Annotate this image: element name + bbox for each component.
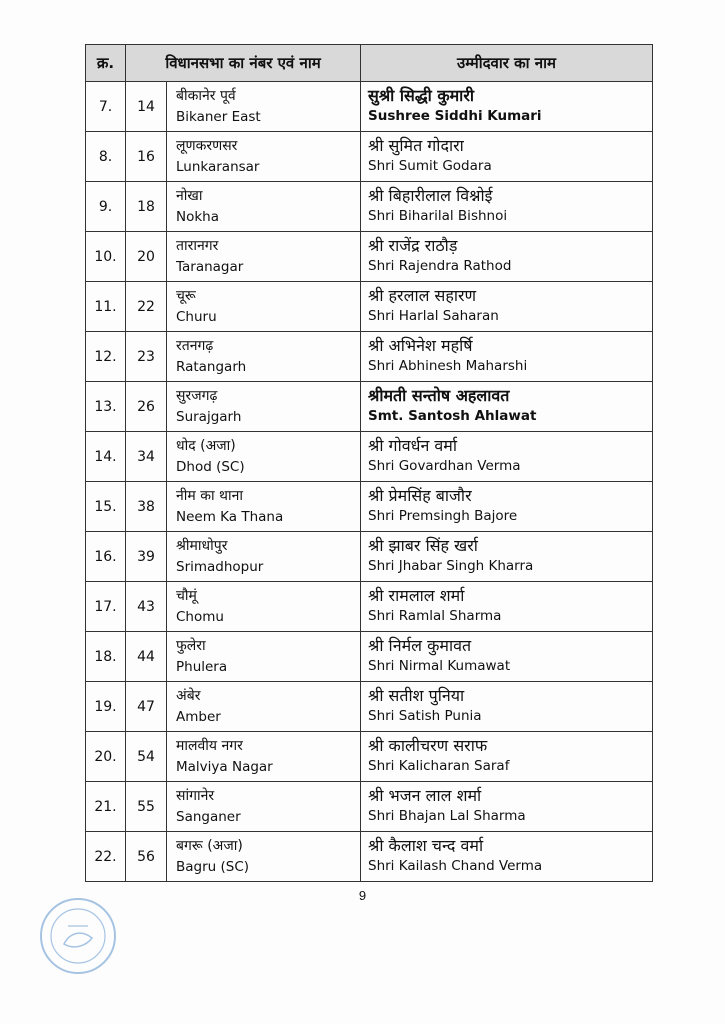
candidate-name-hindi: सुश्री सिद्धी कुमारी <box>368 86 475 105</box>
candidate-name-cell <box>361 632 653 682</box>
table-row <box>86 732 653 782</box>
table-row <box>86 532 653 582</box>
constituency-name-cell <box>167 132 361 182</box>
serial-cell: 13. <box>86 382 126 432</box>
constituency-name-hindi: चूरू <box>176 288 196 304</box>
constituency-name-english: Amber <box>176 709 221 725</box>
constituency-number-cell: 54 <box>126 732 167 782</box>
candidate-name-hindi: श्री झाबर सिंह खर्रा <box>368 536 478 555</box>
candidate-name-cell <box>361 432 653 482</box>
constituency-name-hindi: मालवीय नगर <box>176 738 243 754</box>
constituency-name-cell <box>167 232 361 282</box>
constituency-name-cell <box>167 682 361 732</box>
party-seal-stamp <box>38 896 118 976</box>
constituency-name-english: Srimadhopur <box>176 559 264 575</box>
serial-cell: 18. <box>86 632 126 682</box>
candidate-name-cell <box>361 232 653 282</box>
candidate-name-english: Shri Premsingh Bajore <box>368 508 518 524</box>
candidate-name-hindi: श्री प्रेमसिंह बाजौर <box>368 486 472 505</box>
candidate-name-english: Shri Harlal Saharan <box>368 308 499 324</box>
candidate-name-cell <box>361 832 653 882</box>
serial-cell: 10. <box>86 232 126 282</box>
constituency-name-cell <box>167 632 361 682</box>
constituency-name-english: Bagru (SC) <box>176 859 250 875</box>
constituency-name-hindi: नोखा <box>176 188 203 204</box>
table-row <box>86 432 653 482</box>
candidate-name-hindi: श्री रामलाल शर्मा <box>368 586 465 605</box>
candidate-name-hindi: श्रीमती सन्तोष अहलावत <box>368 386 510 405</box>
constituency-name-hindi: सांगानेर <box>176 788 215 804</box>
serial-cell: 20. <box>86 732 126 782</box>
table-row <box>86 182 653 232</box>
candidate-name-english: Shri Biharilal Bishnoi <box>368 208 508 224</box>
serial-cell: 17. <box>86 582 126 632</box>
constituency-name-hindi: रतनगढ़ <box>176 338 214 354</box>
constituency-name-english: Malviya Nagar <box>176 759 273 775</box>
serial-cell: 9. <box>86 182 126 232</box>
serial-cell: 11. <box>86 282 126 332</box>
candidate-name-english: Smt. Santosh Ahlawat <box>368 408 537 424</box>
constituency-name-hindi: बीकानेर पूर्व <box>176 88 236 104</box>
candidate-name-hindi: श्री अभिनेश महर्षि <box>368 336 473 355</box>
table-row <box>86 82 653 132</box>
constituency-name-hindi: लूणकरणसर <box>176 138 238 154</box>
constituency-name-cell <box>167 82 361 132</box>
constituency-number-cell: 44 <box>126 632 167 682</box>
header-constituency: विधानसभा का नंबर एवं नाम <box>126 45 361 82</box>
constituency-name-english: Chomu <box>176 609 224 625</box>
constituency-number-cell: 23 <box>126 332 167 382</box>
candidate-name-cell <box>361 732 653 782</box>
candidate-name-hindi: श्री कालीचरण सराफ <box>368 736 488 755</box>
candidate-name-english: Shri Kailash Chand Verma <box>368 858 543 874</box>
serial-cell: 22. <box>86 832 126 882</box>
candidate-name-cell <box>361 82 653 132</box>
table-row <box>86 232 653 282</box>
constituency-number-cell: 43 <box>126 582 167 632</box>
serial-cell: 14. <box>86 432 126 482</box>
table-row <box>86 632 653 682</box>
constituency-name-hindi: फुलेरा <box>176 638 206 654</box>
constituency-name-cell <box>167 432 361 482</box>
constituency-number-cell: 34 <box>126 432 167 482</box>
constituency-name-hindi: नीम का थाना <box>176 488 244 504</box>
table-row <box>86 382 653 432</box>
table-row <box>86 582 653 632</box>
constituency-number-cell: 56 <box>126 832 167 882</box>
constituency-name-english: Churu <box>176 309 217 325</box>
constituency-name-cell <box>167 282 361 332</box>
candidate-name-cell <box>361 482 653 532</box>
constituency-name-english: Dhod (SC) <box>176 459 245 475</box>
candidate-name-english: Shri Kalicharan Saraf <box>368 758 510 774</box>
table-row <box>86 132 653 182</box>
candidate-name-hindi: श्री बिहारीलाल विश्नोई <box>368 186 493 205</box>
constituency-name-english: Neem Ka Thana <box>176 509 284 525</box>
serial-cell: 21. <box>86 782 126 832</box>
constituency-name-english: Nokha <box>176 209 220 225</box>
candidate-name-hindi: श्री हरलाल सहारण <box>368 286 477 305</box>
constituency-name-cell <box>167 332 361 382</box>
constituency-name-english: Surajgarh <box>176 409 242 425</box>
table-row <box>86 832 653 882</box>
constituency-name-cell <box>167 782 361 832</box>
candidate-name-english: Shri Sumit Godara <box>368 158 492 174</box>
serial-cell: 15. <box>86 482 126 532</box>
constituency-name-english: Bikaner East <box>176 109 261 125</box>
table-row <box>86 682 653 732</box>
table-row <box>86 482 653 532</box>
candidate-name-cell <box>361 332 653 382</box>
candidate-name-hindi: श्री निर्मल कुमावत <box>368 636 472 655</box>
constituency-name-english: Ratangarh <box>176 359 247 375</box>
constituency-name-cell <box>167 182 361 232</box>
constituency-name-english: Phulera <box>176 659 228 675</box>
candidate-name-hindi: श्री सुमित गोदारा <box>368 136 464 155</box>
page-number: 9 <box>358 888 367 903</box>
candidate-name-cell <box>361 182 653 232</box>
candidate-name-cell <box>361 382 653 432</box>
header-serial: क्र. <box>86 45 126 82</box>
constituency-name-cell <box>167 532 361 582</box>
constituency-name-cell <box>167 732 361 782</box>
constituency-number-cell: 20 <box>126 232 167 282</box>
candidate-name-english: Shri Bhajan Lal Sharma <box>368 808 526 824</box>
table-row <box>86 332 653 382</box>
serial-cell: 16. <box>86 532 126 582</box>
candidate-name-english: Shri Jhabar Singh Kharra <box>368 558 534 574</box>
constituency-name-cell <box>167 482 361 532</box>
serial-cell: 7. <box>86 82 126 132</box>
constituency-name-english: Lunkaransar <box>176 159 260 175</box>
constituency-name-hindi: चौमूं <box>176 588 197 604</box>
candidate-name-hindi: श्री सतीश पुनिया <box>368 686 465 705</box>
candidate-name-cell <box>361 582 653 632</box>
candidate-name-english: Shri Ramlal Sharma <box>368 608 502 624</box>
constituency-name-hindi: श्रीमाधोपुर <box>176 538 228 554</box>
table-row <box>86 782 653 832</box>
constituency-number-cell: 16 <box>126 132 167 182</box>
constituency-number-cell: 18 <box>126 182 167 232</box>
constituency-name-hindi: सुरजगढ़ <box>176 388 218 404</box>
candidate-name-cell <box>361 682 653 732</box>
constituency-number-cell: 55 <box>126 782 167 832</box>
constituency-number-cell: 47 <box>126 682 167 732</box>
candidate-name-english: Shri Satish Punia <box>368 708 482 724</box>
candidate-list-table <box>85 44 653 882</box>
candidate-name-english: Shri Abhinesh Maharshi <box>368 358 528 374</box>
candidate-name-hindi: श्री गोवर्धन वर्मा <box>368 436 458 455</box>
serial-cell: 12. <box>86 332 126 382</box>
constituency-number-cell: 39 <box>126 532 167 582</box>
constituency-name-cell <box>167 382 361 432</box>
candidate-name-cell <box>361 532 653 582</box>
candidate-name-english: Sushree Siddhi Kumari <box>368 108 542 124</box>
constituency-name-hindi: तारानगर <box>176 238 219 254</box>
header-candidate: उम्मीदवार का नाम <box>361 45 653 82</box>
constituency-name-hindi: अंबेर <box>176 688 201 704</box>
candidate-name-english: Shri Rajendra Rathod <box>368 258 512 274</box>
candidate-name-cell <box>361 782 653 832</box>
serial-cell: 19. <box>86 682 126 732</box>
constituency-number-cell: 26 <box>126 382 167 432</box>
candidate-name-english: Shri Govardhan Verma <box>368 458 521 474</box>
table-row <box>86 282 653 332</box>
candidate-name-cell <box>361 282 653 332</box>
constituency-number-cell: 22 <box>126 282 167 332</box>
candidate-name-english: Shri Nirmal Kumawat <box>368 658 511 674</box>
candidate-name-hindi: श्री राजेंद्र राठौड़ <box>368 236 458 255</box>
constituency-name-cell <box>167 832 361 882</box>
candidate-name-cell <box>361 132 653 182</box>
constituency-name-english: Taranagar <box>176 259 244 275</box>
constituency-number-cell: 38 <box>126 482 167 532</box>
serial-cell: 8. <box>86 132 126 182</box>
constituency-name-english: Sanganer <box>176 809 241 825</box>
candidate-name-hindi: श्री कैलाश चन्द वर्मा <box>368 836 484 855</box>
candidate-name-hindi: श्री भजन लाल शर्मा <box>368 786 482 805</box>
constituency-number-cell: 14 <box>126 82 167 132</box>
constituency-name-cell <box>167 582 361 632</box>
constituency-name-hindi: बगरू (अजा) <box>176 838 243 854</box>
table-header-row <box>86 45 653 82</box>
constituency-name-hindi: धोद (अजा) <box>176 438 236 454</box>
